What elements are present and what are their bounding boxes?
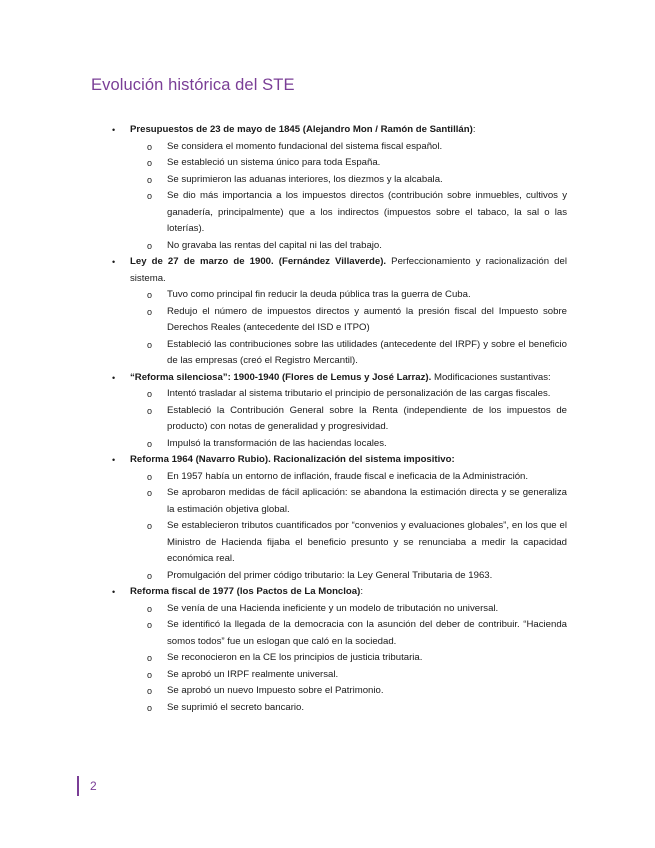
- list-item-text: En 1957 había un entorno de inflación, fraude fiscal e ineficacia de la Administración.: [167, 470, 529, 482]
- list-item-text: Tuvo como principal fin reducir la deuda pública tras la guerra de Cuba.: [167, 289, 471, 300]
- list-item-text: Se suprimieron las aduanas interiores, los diezmos y la alcabala.: [167, 173, 443, 185]
- list-item-text: Se aprobó un IRPF realmente universal.: [167, 668, 339, 680]
- list-item-text: Promulgación del primer código tributario: la Ley General Tributaria de 1963.: [167, 569, 493, 581]
- list-item: [130, 485, 567, 518]
- list-item: [130, 238, 567, 255]
- list-item-text: Estableció las contribuciones sobre las utilidades (antecedente del IRPF) y sobre el beneficio de las empresas (creó el Registro Mercantil).: [167, 338, 567, 366]
- list-item-text: Se estableció un sistema único para toda España.: [167, 157, 381, 168]
- list-item: [130, 337, 567, 370]
- page-number: 2: [90, 779, 97, 793]
- sub-bullet-marker: o: [147, 438, 153, 449]
- sub-bullet-marker: o: [147, 488, 153, 498]
- bullet-marker: •: [112, 257, 116, 267]
- sub-bullet-marker: o: [147, 290, 153, 300]
- sub-bullet-marker: o: [147, 191, 153, 201]
- section-heading-bold: Reforma 1964 (Navarro Rubio). Racionalización del sistema impositivo:: [130, 454, 455, 465]
- section-heading: [130, 370, 567, 387]
- bullet-marker: •: [112, 455, 116, 465]
- list-item-text: Se aprobó un nuevo Impuesto sobre el Patrimonio.: [167, 685, 384, 696]
- list-item: [130, 172, 567, 189]
- list-item-text: Impulsó la transformación de las haciendas locales.: [167, 437, 387, 449]
- list-item: [130, 568, 567, 585]
- list-item: [130, 667, 567, 684]
- section-reforma-silenciosa: [112, 370, 567, 453]
- list-item: [130, 650, 567, 667]
- section-heading: [130, 122, 567, 139]
- section-heading-rest: Modificaciones sustantivas:: [431, 371, 551, 383]
- sub-bullet-marker: o: [147, 306, 153, 317]
- list-item-text: Redujo el número de impuestos directos y aumentó la presión fiscal del Impuesto sobre Derechos Reales (antecedente del ISD e ITPO): [167, 305, 567, 333]
- list-item: [130, 518, 567, 568]
- list-item-text: Se identificó la llegada de la democracia con la asunción del deber de contribuir. “Hacienda somos todos” fue un eslogan que caló en la sociedad.: [167, 619, 567, 647]
- list-item-text: Estableció la Contribución General sobre la Renta (independiente de los impuestos de producto) con notas de generalidad y progresividad.: [167, 404, 567, 432]
- list-item: [130, 304, 567, 337]
- bullet-marker: •: [112, 372, 116, 383]
- sub-bullet-marker: o: [147, 653, 153, 663]
- section-heading-bold: Reforma fiscal de 1977 (los Pactos de La Moncloa): [130, 586, 361, 597]
- sub-bullet-marker: o: [147, 702, 153, 713]
- section-heading: [130, 584, 567, 601]
- list-item-text: Se aprobaron medidas de fácil aplicación: se abandona la estimación directa y se generaliza la estimación objetiva global.: [167, 487, 567, 515]
- sub-bullet-marker: o: [147, 158, 153, 168]
- list-item: [130, 617, 567, 650]
- list-item: [130, 601, 567, 618]
- document-body: [112, 122, 567, 716]
- list-item-text: Se venía de una Hacienda ineficiente y un modelo de tributación no universal.: [167, 602, 499, 614]
- list-item: [130, 188, 567, 238]
- sub-bullet-marker: o: [147, 471, 153, 482]
- list-item-text: Se reconocieron en la CE los principios de justicia tributaria.: [167, 652, 423, 663]
- section-heading-rest: Perfeccionamiento y racionalización del sistema.: [130, 256, 567, 284]
- bullet-marker: •: [112, 587, 116, 597]
- sub-bullet-marker: o: [147, 240, 153, 251]
- page-title: Evolución histórica del STE: [91, 76, 295, 94]
- list-item-text: Se suprimió el secreto bancario.: [167, 701, 305, 713]
- sub-bullet-marker: o: [147, 389, 153, 399]
- sub-bullet-marker: o: [147, 339, 153, 350]
- sub-bullet-marker: o: [147, 570, 153, 581]
- section-1845: [112, 122, 567, 254]
- sub-bullet-marker: o: [147, 603, 153, 614]
- section-1900: [112, 254, 567, 370]
- section-heading-bold: Presupuestos de 23 de mayo de 1845 (Alejandro Mon / Ramón de Santillán): [130, 124, 473, 135]
- sub-bullet-marker: o: [147, 620, 153, 630]
- list-item: [130, 403, 567, 436]
- sub-bullet-marker: o: [147, 669, 153, 680]
- list-item-text: Se dio más importancia a los impuestos directos (contribución sobre inmuebles, cultivos y ganadería, principalmente) que a los indirectos (impuestos sobre el tabaco, la sal o las loterías).: [167, 190, 567, 234]
- sub-bullet-marker: o: [147, 405, 153, 416]
- list-item: [130, 436, 567, 453]
- list-item: [130, 683, 567, 700]
- section-heading: [130, 254, 567, 287]
- bullet-marker: •: [112, 125, 116, 135]
- section-heading: [130, 452, 567, 469]
- list-item-text: No gravaba las rentas del capital ni las del trabajo.: [167, 239, 382, 251]
- section-1977: [112, 584, 567, 716]
- section-heading-rest: :: [472, 124, 476, 135]
- footer-accent-bar: [77, 776, 79, 796]
- list-item-text: Se considera el momento fundacional del sistema fiscal español.: [167, 140, 443, 152]
- sub-bullet-marker: o: [147, 174, 153, 185]
- section-heading-bold: Ley de 27 de marzo de 1900. (Fernández Villaverde).: [130, 256, 387, 267]
- section-heading-rest: :: [360, 586, 363, 597]
- section-heading-bold: “Reforma silenciosa”: 1900-1940 (Flores de Lemus y José Larraz).: [130, 371, 432, 383]
- sub-bullet-marker: o: [147, 141, 153, 152]
- list-item: [130, 469, 567, 486]
- list-item-text: Intentó trasladar al sistema tributario el principio de personalización de las cargas fiscales.: [167, 388, 551, 399]
- list-item: [130, 386, 567, 403]
- list-item: [130, 700, 567, 717]
- list-item-text: Se establecieron tributos cuantificados por “convenios y evaluaciones globales”, en los que el Ministro de Hacienda fijaba el beneficio presunto y se renunciaba a medir la capacidad económica real.: [167, 520, 567, 564]
- list-item: [130, 155, 567, 172]
- section-1964: [112, 452, 567, 584]
- list-item: [130, 287, 567, 304]
- sub-bullet-marker: o: [147, 521, 153, 531]
- list-item: [130, 139, 567, 156]
- sub-bullet-marker: o: [147, 686, 153, 696]
